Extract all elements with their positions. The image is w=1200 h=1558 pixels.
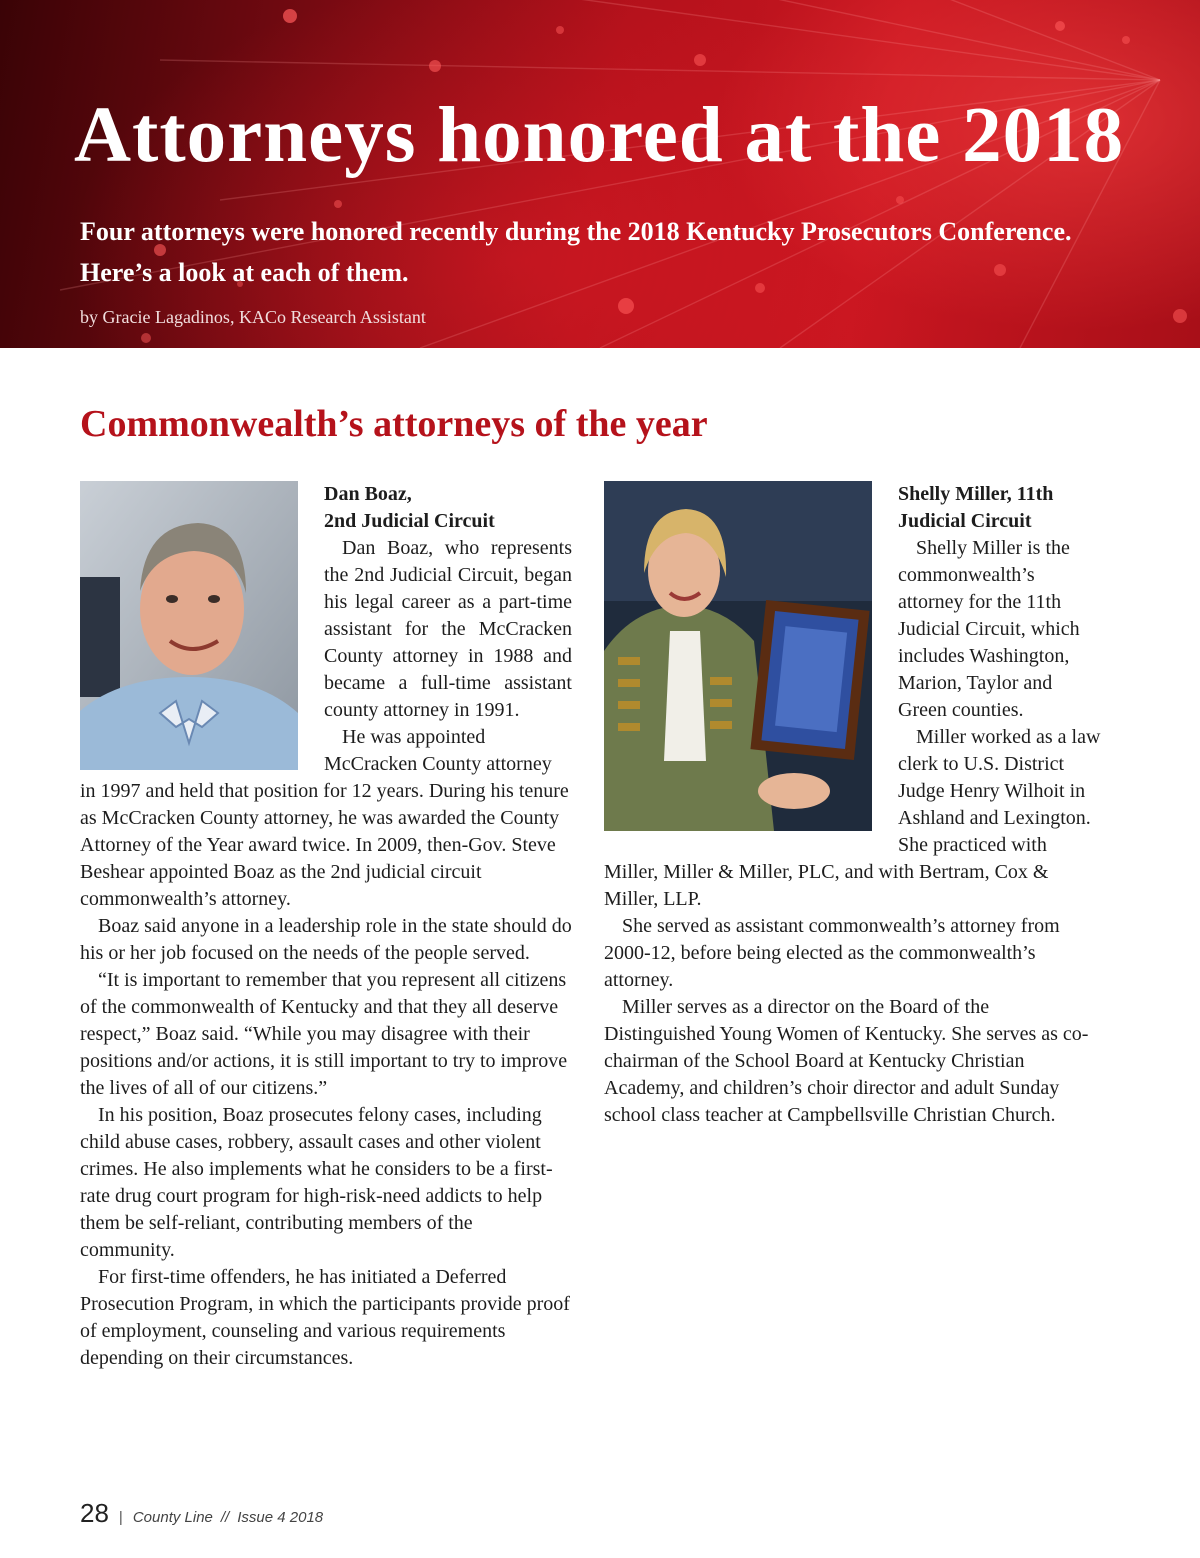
footer-separator: |	[118, 1509, 123, 1526]
page-headline: Attorneys honored at the 2018	[74, 92, 1125, 179]
paragraph: Miller worked as a law clerk to U.S. District Judge Henry Wilhoit in Ashland and Lexington. She practiced with Miller, Miller & Miller, PLC, and with Bertram, Cox & Miller, LLP.	[604, 726, 1101, 910]
publication-name: County Line	[132, 1509, 213, 1526]
award-photo-icon	[604, 481, 872, 831]
paragraph: “It is important to remember that you represent all citizens of the commonwealth of Kentucky and that they all deserve respect,” Boaz said. “While you may disagree with their positions and/or actions, it is still important to try to improve the lives of all of our citizens.”	[80, 969, 568, 1099]
profile-name: Shelly Miller, 11th	[898, 483, 1054, 505]
byline: by Gracie Lagadinos, KACo Research Assistant	[80, 307, 426, 327]
issue-label: Issue 4 2018	[237, 1509, 324, 1526]
footer-slashes: //	[220, 1509, 230, 1526]
profile-right	[604, 481, 1104, 1129]
header-banner	[0, 0, 1200, 348]
profile-name: Dan Boaz,	[324, 483, 412, 505]
page-number: 28	[80, 1498, 109, 1528]
paragraph: For first-time offenders, he has initiated a Deferred Prosecution Program, in which the participants provide proof of employment, counseling and various requirements depending on their circumstances.	[80, 1266, 570, 1369]
paragraph: Shelly Miller is the commonwealth’s attorney for the 11th Judicial Circuit, which includes Washington, Marion, Taylor and Green counties.	[898, 537, 1080, 721]
portrait-photo-icon	[80, 481, 298, 770]
page-footer	[80, 1498, 323, 1534]
deck-line: Here’s a look at each of them.	[80, 258, 409, 287]
section-title: Commonwealth’s attorneys of the year	[80, 403, 708, 445]
deck-text	[80, 211, 1160, 293]
paragraph: Dan Boaz, who represents the 2nd Judicial Circuit, began his legal career as a part-time assistant for the McCracken County attorney in 1988 and became a full-time assistant county attorney in 1991.	[324, 537, 572, 721]
paragraph: In his position, Boaz prosecutes felony cases, including child abuse cases, robbery, assault cases and other violent crimes. He also implements what he considers to be a first-rate drug court program for high-risk-need addicts to help them be self-reliant, contributing members of the community.	[80, 1104, 553, 1261]
profile-circuit: Judicial Circuit	[898, 510, 1032, 532]
paragraph: Miller serves as a director on the Board of the Distinguished Young Women of Kentucky. She serves as co-chairman of the School Board at Kentucky Christian Academy, and children’s choir director and adult Sunday school class teacher at Campbellsville Christian Church.	[604, 996, 1089, 1126]
profile-left	[80, 481, 572, 1372]
paragraph: She served as assistant commonwealth’s attorney from 2000-12, before being elected as the commonwealth’s attorney.	[604, 915, 1060, 991]
paragraph: Boaz said anyone in a leadership role in the state should do his or her job focused on the needs of the people served.	[80, 915, 572, 964]
paragraph: He was appointed McCracken County attorney in 1997 and held that position for 12 years. During his tenure as McCracken County attorney, he was awarded the County Attorney of the Year award twice. In 2009, then-Gov. Steve Beshear appointed Boaz as the 2nd judicial circuit commonwealth’s attorney.	[80, 726, 569, 910]
profile-circuit: 2nd Judicial Circuit	[324, 510, 495, 532]
deck-line: Four attorneys were honored recently during the 2018 Kentucky Prosecutors Conference.	[80, 217, 1072, 246]
